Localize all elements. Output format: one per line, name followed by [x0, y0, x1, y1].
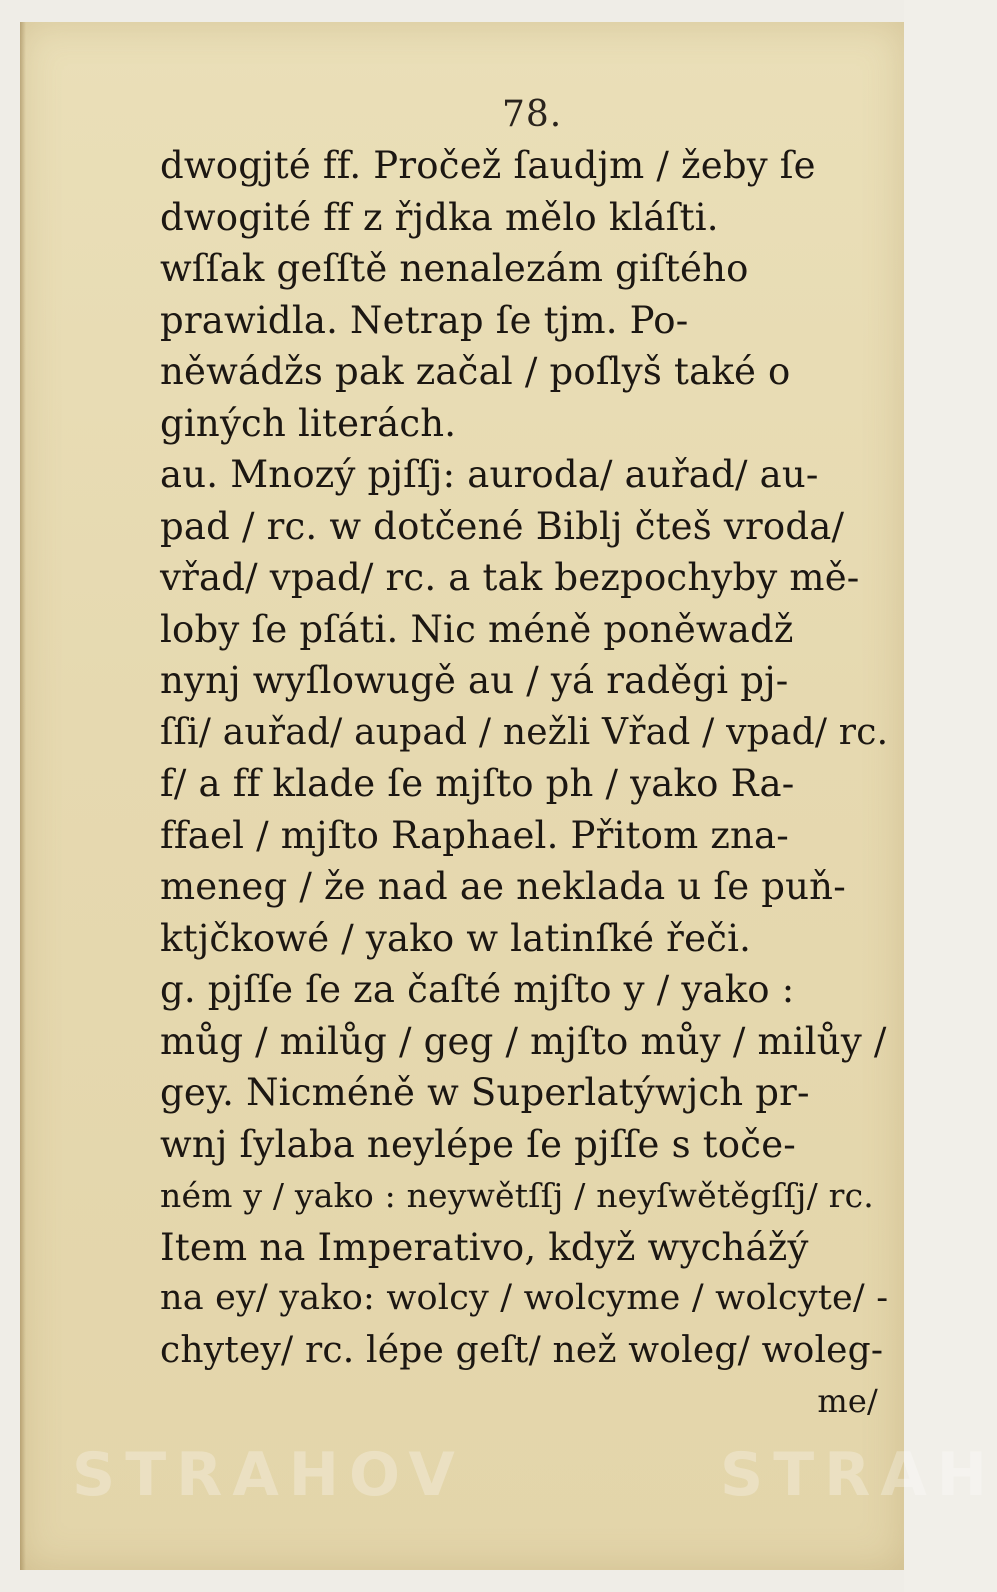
text-line: gey. Nicméně w Superlatýwjch pr- — [160, 1071, 810, 1114]
text-line: něwádžs pak začal / poſlyš také o — [160, 350, 791, 393]
text-line: nynj wyſlowugě au / yá raděgi pj- — [160, 659, 789, 702]
text-line: giných literách. — [160, 401, 457, 445]
text-line: loby ſe pſáti. Nic méně poněwadž — [160, 607, 794, 651]
text-line: Item na Imperativo, když wychážý — [160, 1225, 809, 1269]
text-line: vřad/ vpad/ rc. a tak bezpochyby mě- — [160, 556, 860, 599]
text-line: dwogjté ff. Pročež ſaudjm / žeby ſe — [160, 144, 816, 187]
text-line: g. pjſſe ſe za čaſté mjſto y / yako : — [160, 968, 795, 1011]
library-watermark-right: STRAH — [720, 1440, 997, 1510]
text-line: pad / rc. w dotčené Biblj čteš vroda/ — [160, 504, 845, 548]
text-line: dwogité ff z řjdka mělo kláſti. — [160, 195, 719, 239]
text-line: wnj ſylaba neylépe ſe pjſſe s toče- — [160, 1122, 796, 1166]
text-line: ſſi/ auřad/ aupad / nežli Vřad / vpad/ rc. — [160, 711, 889, 753]
text-line: na ey/ yako: wolcy / wolcyme / wolcyte/ - — [160, 1278, 889, 1318]
text-line: ném y / yako : neywětſſj / neyſwětěgſſj/ rc. — [160, 1176, 874, 1215]
text-line: ffael / mjſto Raphael. Přitom zna- — [160, 813, 790, 857]
text-line: prawidla. Netrap ſe tjm. Po- — [160, 298, 689, 342]
body-text — [160, 140, 890, 1428]
library-watermark-left: STRAHOV — [72, 1440, 465, 1510]
book-page — [20, 22, 997, 1570]
page-number: 78. — [502, 94, 563, 135]
catchword: me/ — [817, 1382, 878, 1420]
text-line: chytey/ rc. lépe geſt/ než woleg/ woleg- — [160, 1329, 884, 1371]
text-line: meneg / že nad ae neklada u ſe puň- — [160, 865, 846, 908]
text-line: f/ a ff klade ſe mjſto ph / yako Ra- — [160, 762, 795, 805]
text-line: au. Mnozý pjſſj: auroda/ auřad/ au- — [160, 453, 819, 496]
text-line: wſſak geſſtě nenalezám giſtého — [160, 247, 749, 290]
text-line: můg / milůg / geg / mjſto můy / milůy / — [160, 1019, 887, 1063]
text-line: ktjčkowé / yako w latinſké řeči. — [160, 916, 752, 960]
